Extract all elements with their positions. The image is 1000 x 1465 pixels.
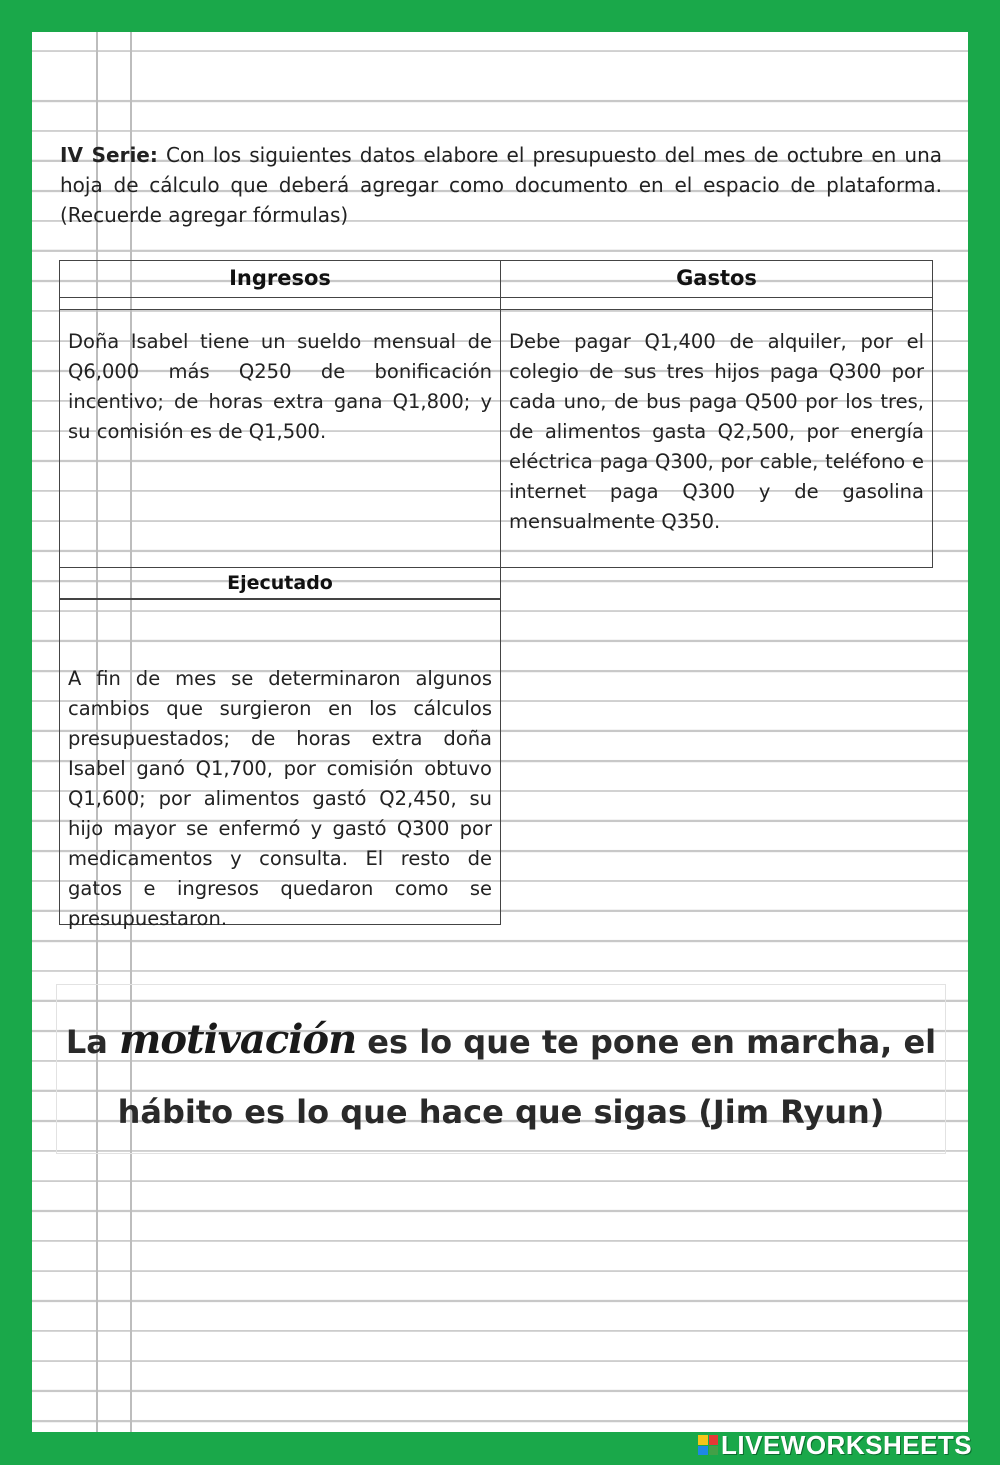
ejecutado-text: A fin de mes se determinaron algunos cambios que surgieron en los cálculos presupuestados; de horas extra doña Isabel ganó Q1,700, por comisión obtuvo Q1,600; por alimentos gastó Q2,450, su hijo mayor se enfermó y gastó Q300 por medicamentos y consulta. El resto de gatos e ingresos quedaron como se presupuestaron.	[68, 667, 492, 930]
quote-script-word: motivación	[119, 1016, 357, 1063]
liveworksheets-logo-text: LIVEWORKSHEETS	[721, 1429, 973, 1460]
liveworksheets-logo-icon	[698, 1435, 718, 1455]
series-label: IV Serie:	[60, 143, 158, 167]
ingresos-spacer-row	[60, 297, 500, 310]
instructions-text: Con los siguientes datos elabore el presupuesto del mes de octubre en una hoja de cálculo que deberá agregar como documento en el espacio de plataforma. (Recuerde agregar fórmulas)	[60, 143, 942, 227]
ingresos-header: Ingresos	[60, 261, 500, 298]
motivational-quote-box	[56, 984, 946, 1154]
gastos-column	[500, 260, 933, 568]
ejecutado-table	[59, 567, 501, 930]
gastos-header: Gastos	[501, 261, 932, 298]
gastos-text: Debe pagar Q1,400 de alquiler, por el colegio de sus tres hijos paga Q300 por cada uno, de bus paga Q500 por los tres, de alimentos gasta Q2,500, por energía eléctrica paga Q300, por cable, teléfono e internet paga Q300 y de gasolina mensualmente Q350.	[509, 330, 924, 533]
quote-line-1-rest: es lo que te pone en marcha, el	[356, 1023, 937, 1061]
liveworksheets-logo[interactable]	[698, 1429, 973, 1460]
quote-line-1	[57, 1005, 945, 1077]
ingresos-column	[59, 260, 501, 568]
gastos-spacer-row	[501, 297, 932, 310]
ejecutado-header: Ejecutado	[60, 568, 500, 600]
quote-prefix: La	[65, 1023, 119, 1061]
instructions-paragraph	[60, 140, 942, 230]
worksheet-page	[32, 32, 968, 1432]
motivational-quote	[57, 1005, 945, 1147]
ingresos-text: Doña Isabel tiene un sueldo mensual de Q6,000 más Q250 de bonificación incentivo; de horas extra gana Q1,800; y su comisión es de Q1,500.	[68, 330, 492, 443]
budget-table	[59, 260, 933, 568]
quote-line-2: hábito es lo que hace que sigas (Jim Ryun)	[117, 1093, 885, 1131]
